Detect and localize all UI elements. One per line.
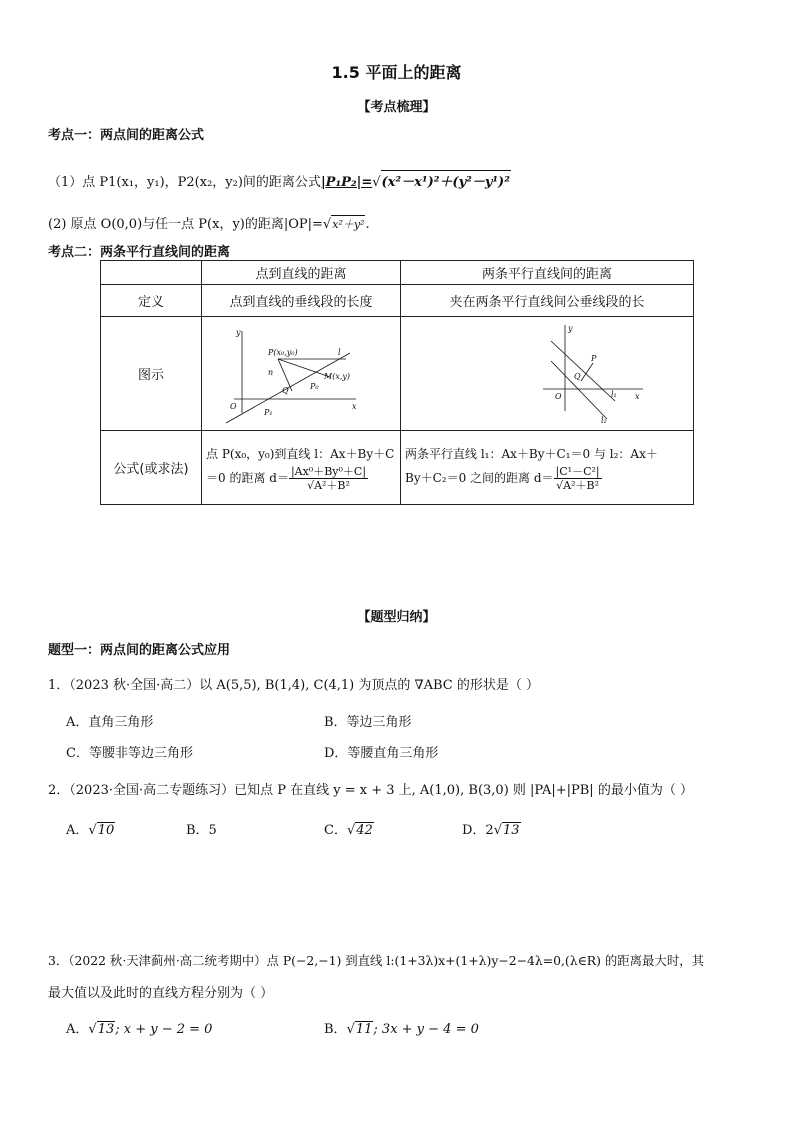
- segment-pm: [278, 359, 330, 377]
- q2-option-a-label: A．: [66, 823, 89, 838]
- q3-option-a-label: A．: [66, 1022, 89, 1037]
- kp1-heading: 考点一：两点间的距离公式: [48, 128, 205, 143]
- fig1-label-o: O: [230, 401, 237, 411]
- q3-option-a-radicand: 13: [97, 1022, 115, 1037]
- q2-option-c-label: C．: [324, 823, 347, 838]
- q3-option-a: [66, 1018, 212, 1037]
- sqrt-symbol: √: [322, 217, 332, 232]
- kp2-heading: 考点二：两条平行直线间的距离: [48, 245, 231, 260]
- table-def-point-line: [202, 285, 401, 317]
- formula1-denominator: √A²＋B²: [307, 479, 350, 492]
- q2-option-a-radicand: 10: [97, 823, 115, 838]
- table-fig-point-line: [202, 317, 401, 431]
- point-line-diagram: [206, 319, 396, 429]
- q2-stem: 2．（2023·全国·高二专题练习）已知点 P 在直线 y = x + 3 上, A(1,0), B(3,0) 则 |PA|+|PB| 的最小值为（ ）: [48, 783, 693, 798]
- fig1-label-p: P(x₀,y₀): [268, 347, 298, 357]
- table-col-point-line: 点到直线的距离: [202, 261, 401, 285]
- fig2-label-x: x: [635, 391, 640, 401]
- table-label-formula: 公式(或求法): [101, 431, 202, 505]
- table-formula-point-line: [202, 431, 401, 505]
- kp1-item1-radicand: (x²－x¹)²＋(y²－y¹)²: [381, 170, 511, 190]
- fig2-label-p: P: [591, 353, 597, 363]
- fig2-label-l1: l₁: [611, 389, 617, 399]
- parallel-lines-diagram: [447, 319, 647, 429]
- table-row-definition: [101, 285, 694, 317]
- q1-option-d: D．等腰直角三角形: [324, 746, 439, 761]
- fig1-label-p0: P₀: [310, 381, 319, 391]
- kp1-item2-end: .: [365, 217, 370, 232]
- section-heading-question-types: 【题型归纳】: [357, 610, 436, 625]
- kp1-item1: [48, 170, 511, 190]
- formula2-prefix: By＋C₂＝0 之间的距离 d＝: [405, 471, 554, 485]
- def-point-line-text: 点到直线的垂线段的长度: [229, 295, 373, 310]
- formula2-line2: [405, 465, 689, 492]
- q1-stem: 1．（2023 秋·全国·高二）以 A(5,5), B(1,4), C(4,1) 为顶点的 ∇ABC 的形状是（ ）: [48, 678, 539, 693]
- section-heading-review: 【考点梳理】: [357, 100, 436, 115]
- q2-option-d-radicand: 13: [503, 823, 520, 838]
- q3-stem-line1: 3．（2022 秋·天津蓟州·高二统考期中）点 P(−2,−1) 到直线 l:(1+3λ)x+(1+λ)y−2−4λ=0,(λ∈R) 的距离最大时，其: [48, 953, 704, 968]
- sqrt-symbol: √: [88, 823, 97, 838]
- distance-table: [100, 260, 694, 505]
- type1-heading: 题型一：两点间的距离公式应用: [48, 643, 231, 658]
- fig2-label-l2: l₂: [601, 415, 607, 425]
- table-col-parallel-lines: 两条平行直线间的距离: [401, 261, 694, 285]
- fig1-label-l: l: [338, 347, 341, 357]
- table-row-formula: [101, 431, 694, 505]
- table-def-parallel: [401, 285, 694, 317]
- table-fig-parallel: [401, 317, 694, 431]
- sqrt-symbol: √: [346, 823, 356, 838]
- sqrt-symbol: √: [372, 175, 381, 190]
- q2-option-c-radicand: 42: [356, 823, 373, 838]
- q2-option-c: [324, 819, 374, 838]
- q3-stem-line2: 最大值以及此时的直线方程分别为（ ）: [48, 986, 274, 1001]
- kp1-item1-lhs: |P₁P₂|=: [320, 175, 373, 190]
- kp1-item2-text: (2) 原点 O(0,0)与任一点 P(x，y)的距离|OP|=: [48, 217, 323, 232]
- q2-option-d-label: D．2: [462, 823, 494, 838]
- sqrt-symbol: √: [493, 823, 502, 838]
- fig1-label-m: M(x,y): [324, 371, 351, 381]
- line-l2: [551, 361, 607, 419]
- formula1-numerator: |Ax⁰＋By⁰＋C|: [290, 465, 367, 478]
- table-formula-parallel: [401, 431, 694, 505]
- def-parallel-text: 夹在两条平行直线间公垂线段的长: [449, 295, 645, 310]
- formula2-fraction: [554, 465, 602, 492]
- fig2-label-q: Q: [574, 371, 581, 381]
- kp1-item2-radicand: x²＋y²: [331, 215, 365, 232]
- formula1-prefix: ＝0 的距离 d＝: [206, 471, 289, 485]
- q1-option-a: A．直角三角形: [66, 715, 154, 730]
- q2-option-b: B．5: [186, 823, 217, 838]
- page-title: 1.5 平面上的距离: [331, 63, 462, 82]
- fig1-label-n: n: [268, 367, 274, 377]
- sqrt-symbol: √: [88, 1022, 97, 1037]
- fig1-label-y: y: [236, 327, 241, 337]
- table-label-figure: 图示: [101, 317, 202, 431]
- fig2-label-o: O: [555, 391, 562, 401]
- q3-option-b-radicand: 11: [355, 1022, 373, 1037]
- fig2-label-y: y: [568, 323, 573, 333]
- q1-option-c: C．等腰非等边三角形: [66, 746, 193, 761]
- formula2-numerator: |C¹－C²|: [555, 465, 600, 478]
- fig1-label-p1: P₁: [264, 407, 273, 417]
- q2-option-d: [462, 819, 521, 838]
- formula2-line1: 两条平行直线 l₁：Ax＋By＋C₁＝0 与 l₂：Ax＋: [405, 447, 658, 461]
- fig1-label-q: Q: [282, 385, 289, 395]
- formula1-line2: [206, 465, 396, 492]
- q3-option-b: [324, 1018, 479, 1037]
- table-label-definition: 定义: [101, 285, 202, 317]
- formula1-fraction: [289, 465, 368, 492]
- formula2-denominator: √A²＋B²: [556, 479, 600, 492]
- q3-option-b-equation: ; 3x + y − 4 = 0: [373, 1022, 479, 1037]
- table-row-figure: [101, 317, 694, 431]
- table-corner: [101, 261, 202, 285]
- formula1-line1: 点 P(x₀，y₀)到直线 l：Ax＋By＋C: [206, 447, 395, 461]
- q3-option-b-label: B．: [324, 1022, 347, 1037]
- formula1-den-radicand: A²＋B²: [314, 479, 350, 492]
- fig1-label-x: x: [352, 401, 357, 411]
- kp1-item1-text: （1）点 P1(x₁，y₁)，P2(x₂，y₂)间的距离公式: [48, 175, 321, 190]
- kp1-item2: [48, 213, 370, 232]
- table-header-row: [101, 261, 694, 285]
- formula2-den-radicand: A²＋B²: [563, 479, 600, 492]
- q2-option-a: [66, 819, 115, 838]
- q3-option-a-equation: ; x + y − 2 = 0: [115, 1022, 213, 1037]
- q1-option-b: B．等边三角形: [324, 715, 412, 730]
- sqrt-symbol: √: [346, 1022, 355, 1037]
